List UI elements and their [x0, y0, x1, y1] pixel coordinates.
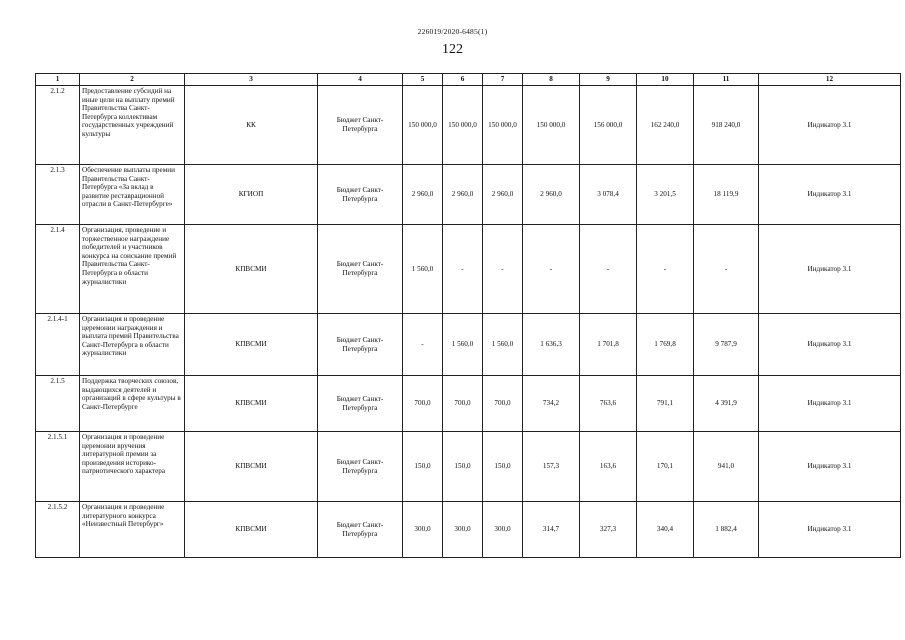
row-value: 3 201,5 — [637, 165, 694, 225]
row-total: - — [694, 225, 759, 314]
row-value: - — [483, 225, 523, 314]
row-executor: КПВСМИ — [185, 502, 318, 558]
row-value: 170,1 — [637, 432, 694, 502]
row-value: 150,0 — [403, 432, 443, 502]
row-value: 300,0 — [483, 502, 523, 558]
row-executor: КПВСМИ — [185, 314, 318, 376]
row-value: 150 000,0 — [443, 86, 483, 165]
column-header: 10 — [637, 74, 694, 86]
row-total: 4 391,9 — [694, 376, 759, 432]
row-funding-source: Бюджет Санкт-Петербурга — [318, 225, 403, 314]
row-name: Обеспечение выплаты премии Правительства Санкт-Петербурга «За вклад в развитие реставрационной отрасли в Санкт-Петербурге» — [80, 165, 185, 225]
row-value: 1 769,8 — [637, 314, 694, 376]
row-value: 1 560,0 — [483, 314, 523, 376]
row-indicator: Индикатор 3.1 — [759, 165, 901, 225]
row-funding-source: Бюджет Санкт-Петербурга — [318, 376, 403, 432]
row-value: 3 078,4 — [580, 165, 637, 225]
row-name: Организация, проведение и торжественное награждение победителей и участников конкурса на соискание премий Правительства Санкт-Петербурга в области журналистики — [80, 225, 185, 314]
row-funding-source: Бюджет Санкт-Петербурга — [318, 502, 403, 558]
row-value: 162 240,0 — [637, 86, 694, 165]
row-value: 763,6 — [580, 376, 637, 432]
row-value: 340,4 — [637, 502, 694, 558]
row-value: 156 000,0 — [580, 86, 637, 165]
column-header: 3 — [185, 74, 318, 86]
row-value: 300,0 — [403, 502, 443, 558]
row-value: 700,0 — [443, 376, 483, 432]
row-code: 2.1.4-1 — [36, 314, 80, 376]
row-value: 150,0 — [483, 432, 523, 502]
row-total: 1 882,4 — [694, 502, 759, 558]
row-value: 700,0 — [483, 376, 523, 432]
row-value: 157,3 — [523, 432, 580, 502]
row-value: 2 960,0 — [403, 165, 443, 225]
row-code: 2.1.5.1 — [36, 432, 80, 502]
row-executor: КК — [185, 86, 318, 165]
table-row — [36, 432, 901, 502]
column-header: 2 — [80, 74, 185, 86]
column-header: 5 — [403, 74, 443, 86]
row-name: Организация и проведение церемонии награждения и выплата премий Правительства Санкт-Петербурга в области журналистики — [80, 314, 185, 376]
row-code: 2.1.4 — [36, 225, 80, 314]
row-value: - — [637, 225, 694, 314]
row-total: 9 787,9 — [694, 314, 759, 376]
row-code: 2.1.5.2 — [36, 502, 80, 558]
table-row — [36, 165, 901, 225]
table-header-row — [36, 74, 901, 86]
row-value: 700,0 — [403, 376, 443, 432]
row-indicator: Индикатор 3.1 — [759, 225, 901, 314]
column-header: 11 — [694, 74, 759, 86]
row-value: - — [580, 225, 637, 314]
row-value: - — [443, 225, 483, 314]
row-funding-source: Бюджет Санкт-Петербурга — [318, 432, 403, 502]
table-row — [36, 86, 901, 165]
row-funding-source: Бюджет Санкт-Петербурга — [318, 165, 403, 225]
row-value: 163,6 — [580, 432, 637, 502]
row-value: 791,1 — [637, 376, 694, 432]
row-executor: КПВСМИ — [185, 376, 318, 432]
row-value: 150 000,0 — [483, 86, 523, 165]
table-row — [36, 502, 901, 558]
row-name: Организация и проведение церемонии вручения литературной премии за произведения историко-патриотического характера — [80, 432, 185, 502]
column-header: 9 — [580, 74, 637, 86]
row-value: 1 560,0 — [443, 314, 483, 376]
row-funding-source: Бюджет Санкт-Петербурга — [318, 86, 403, 165]
row-executor: КПВСМИ — [185, 225, 318, 314]
row-total: 18 119,9 — [694, 165, 759, 225]
table-row — [36, 225, 901, 314]
table-row — [36, 376, 901, 432]
row-executor: КГИОП — [185, 165, 318, 225]
row-value: 1 560,0 — [403, 225, 443, 314]
row-name: Организация и проведение литературного конкурса «Неизвестный Петербург» — [80, 502, 185, 558]
row-indicator: Индикатор 3.1 — [759, 432, 901, 502]
row-funding-source: Бюджет Санкт-Петербурга — [318, 314, 403, 376]
column-header: 7 — [483, 74, 523, 86]
row-value: - — [523, 225, 580, 314]
column-header: 12 — [759, 74, 901, 86]
row-indicator: Индикатор 3.1 — [759, 314, 901, 376]
column-header: 6 — [443, 74, 483, 86]
row-value: 327,3 — [580, 502, 637, 558]
row-value: 734,2 — [523, 376, 580, 432]
column-header: 4 — [318, 74, 403, 86]
table-row — [36, 314, 901, 376]
row-name: Поддержка творческих союзов, выдающихся деятелей и организаций в сфере культуры в Санкт-Петербурге — [80, 376, 185, 432]
column-header: 1 — [36, 74, 80, 86]
row-code: 2.1.2 — [36, 86, 80, 165]
row-value: 2 960,0 — [523, 165, 580, 225]
column-header: 8 — [523, 74, 580, 86]
budget-table — [35, 73, 901, 558]
row-indicator: Индикатор 3.1 — [759, 502, 901, 558]
row-name: Предоставление субсидий на иные цели на выплату премий Правительства Санкт-Петербурга коллективам государственных учреждений культуры — [80, 86, 185, 165]
row-total: 941,0 — [694, 432, 759, 502]
row-value: 1 701,8 — [580, 314, 637, 376]
row-value: 300,0 — [443, 502, 483, 558]
row-indicator: Индикатор 3.1 — [759, 376, 901, 432]
row-value: - — [403, 314, 443, 376]
row-value: 2 960,0 — [443, 165, 483, 225]
row-code: 2.1.5 — [36, 376, 80, 432]
row-value: 150,0 — [443, 432, 483, 502]
row-total: 918 240,0 — [694, 86, 759, 165]
row-code: 2.1.3 — [36, 165, 80, 225]
row-value: 1 636,3 — [523, 314, 580, 376]
document-id: 226019/2020-6485(1) — [417, 27, 488, 36]
row-executor: КПВСМИ — [185, 432, 318, 502]
row-indicator: Индикатор 3.1 — [759, 86, 901, 165]
row-value: 150 000,0 — [403, 86, 443, 165]
row-value: 314,7 — [523, 502, 580, 558]
page-number: 122 — [442, 42, 463, 57]
row-value: 150 000,0 — [523, 86, 580, 165]
row-value: 2 960,0 — [483, 165, 523, 225]
